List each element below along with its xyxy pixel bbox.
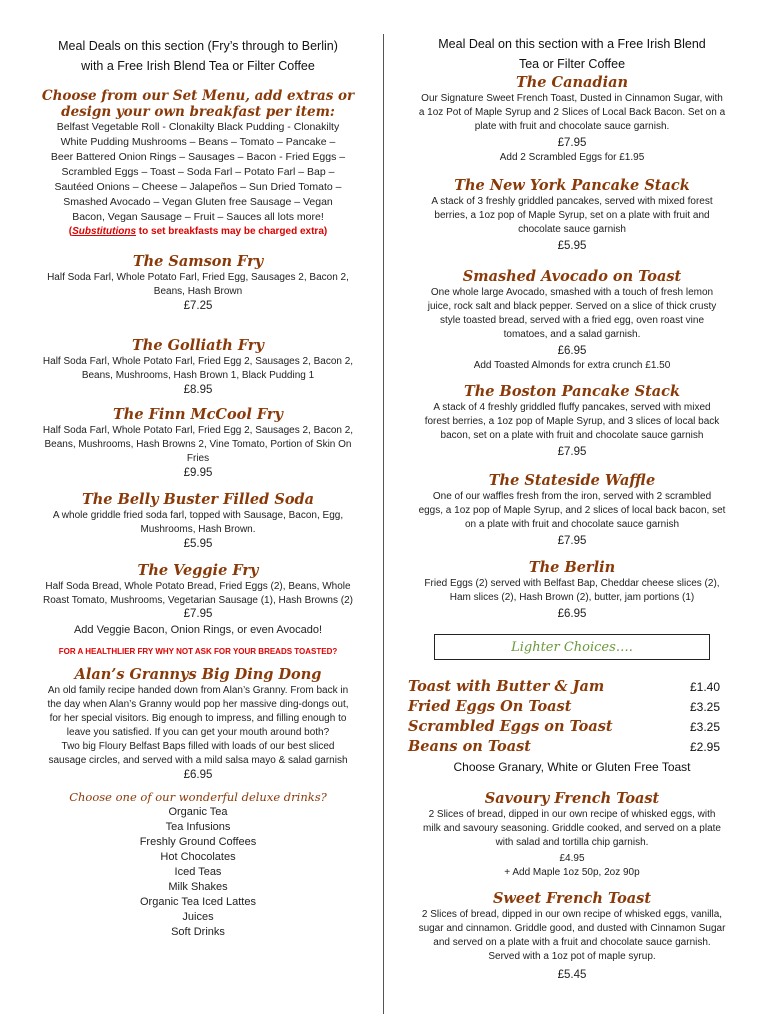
- lighter-item: [392, 738, 752, 758]
- item-desc-line: the day when Alan’s Granny would pop her massive ding-dongs out,: [47, 699, 349, 710]
- left-header-line: Meal Deals on this section (Fry’s through to Berlin): [58, 39, 338, 53]
- item-price: £5.95: [557, 240, 587, 252]
- item-note: Add 2 Scrambled Eggs for £1.95: [499, 152, 645, 163]
- lighter-item-price: £2.95: [690, 740, 721, 754]
- item-desc-line: 2 Slices of bread, dipped in our own recipe of whisked eggs, with: [428, 809, 716, 820]
- lighter-item-name: Beans on Toast: [408, 738, 531, 755]
- menu-item-canadian: [392, 74, 752, 165]
- item-desc-line: Beans, Mushrooms, Hash Browns 2, Vine Tomato, Portion of Skin On: [44, 439, 352, 450]
- item-desc-line: forest berries, a 1oz pop of Maple Syrup, and 3 slices of local back: [424, 416, 720, 427]
- item-desc-line: plate with fruit and chocolate sauce garnish.: [474, 121, 670, 132]
- set-menu-line: Sautéed Onions – Cheese – Jalapeños – Sun Dried Tomato –: [54, 181, 342, 193]
- lighter-item: [392, 698, 752, 718]
- set-menu-title-line: design your own breakfast per item:: [61, 104, 335, 120]
- drink-item: Iced Teas: [174, 866, 222, 878]
- item-desc-line: Roast Tomato, Mushrooms, Vegetarian Sausage (1), Hash Browns (2): [43, 595, 353, 606]
- item-note: Add Toasted Almonds for extra crunch £1.50: [473, 360, 671, 371]
- set-menu-line: Scrambled Eggs – Toast – Soda Farl – Potato Farl – Bap –: [61, 166, 335, 178]
- item-price: £7.25: [183, 300, 213, 312]
- right-column: [392, 0, 752, 1024]
- item-desc-line: 2 Slices of bread, dipped in our own recipe of whisked eggs, vanilla,: [421, 909, 723, 920]
- item-price: £9.95: [183, 467, 213, 479]
- menu-item-belly-buster: [20, 491, 376, 552]
- item-desc-line: with salad and tortilla chip garnish.: [495, 837, 649, 848]
- set-menu-items: [20, 120, 376, 225]
- item-title: Smashed Avocado on Toast: [462, 268, 682, 285]
- item-desc-line: Beans, Hash Brown: [153, 286, 243, 297]
- drink-item: Hot Chocolates: [160, 851, 236, 863]
- left-header: [20, 36, 376, 76]
- lighter-choices-label: Lighter Choices….: [511, 639, 633, 655]
- lighter-item-name: Fried Eggs On Toast: [408, 698, 572, 715]
- item-title: The Finn McCool Fry: [113, 406, 283, 423]
- toast-choice-note: Choose Granary, White or Gluten Free Toast: [453, 760, 691, 774]
- set-menu-line: White Pudding Mushrooms – Beans – Tomato – Pancake –: [60, 136, 336, 148]
- drink-item: Tea Infusions: [165, 821, 231, 833]
- menu-item-samson: [20, 253, 376, 314]
- subst-word: Substitutions: [72, 226, 137, 237]
- item-desc-line: Fries: [186, 453, 210, 464]
- item-note: + Add Maple 1oz 50p, 2oz 90p: [504, 867, 640, 878]
- set-menu-line: Beer Battered Onion Rings – Sausages – Bacon - Fried Eggs –: [50, 151, 346, 163]
- item-price: £7.95: [183, 608, 213, 620]
- item-desc-line: An old family recipe handed down from Alan’s Granny. From back in: [47, 685, 349, 696]
- column-divider: [383, 34, 384, 1014]
- healthy-fry-note: FOR A HEALTHLIER FRY WHY NOT ASK FOR YOUR BREADS TOASTED?: [58, 647, 338, 656]
- lighter-choices-list: [392, 678, 752, 758]
- lighter-item: [392, 678, 752, 698]
- item-desc-line: sausage circles, and served with a mild salsa mayo & salad garnish: [48, 755, 348, 766]
- menu-item-new-york: [392, 177, 752, 254]
- item-price: £6.95: [557, 345, 587, 357]
- item-price: £6.95: [557, 608, 587, 620]
- item-desc-line: a 1oz Pot of Maple Syrup and 2 Slices of Local Back Bacon. Set on a: [418, 107, 726, 118]
- item-desc-line: A stack of 4 freshly griddled fluffy pancakes, served with mixed: [433, 402, 711, 413]
- left-header-line: with a Free Irish Blend Tea or Filter Coffee: [81, 59, 315, 73]
- item-desc-line: sugar and cinnamon. Griddle good, and dusted with Cinnamon Sugar: [418, 923, 726, 934]
- item-desc-line: Fried Eggs (2) served with Belfast Bap, Cheddar cheese slices (2),: [424, 578, 720, 589]
- item-desc-line: Mushrooms, Hash Brown.: [140, 524, 256, 535]
- subst-rest: to set breakfasts may be charged extra): [136, 226, 328, 237]
- item-price: £5.95: [183, 538, 213, 550]
- item-price: £6.95: [183, 769, 213, 781]
- lighter-item-price: £1.40: [690, 680, 721, 694]
- menu-item-stateside: [392, 472, 752, 549]
- item-desc-line: and served on a plate with a fruit and chocolate sauce garnish.: [433, 937, 711, 948]
- item-desc-line: leave you satisfied. If you can get your mouth around both?: [66, 727, 330, 738]
- item-desc-line: A stack of 3 freshly griddled pancakes, served with mixed forest: [431, 196, 713, 207]
- item-price: £4.95: [559, 853, 585, 864]
- left-column: [20, 0, 376, 1024]
- lighter-item: [392, 718, 752, 738]
- item-title: Savoury French Toast: [484, 790, 660, 807]
- item-desc-line: Beans, Mushrooms, Hash Brown 1, Black Pudding 1: [81, 370, 315, 381]
- menu-item-alans-grannys: [20, 666, 376, 783]
- menu-item-berlin: [392, 559, 752, 622]
- item-title: The Canadian: [515, 74, 629, 91]
- item-desc-line: for her special visitors. Big enough to impress, and filling enough to: [49, 713, 347, 724]
- item-desc-line: One of our waffles fresh from the iron, served with 2 scrambled: [432, 491, 712, 502]
- menu-item-savoury-french-toast: [392, 790, 752, 880]
- set-menu-line: Bacon, Vegan Sausage – Fruit – Sauces all lots more!: [72, 211, 324, 223]
- item-desc-line: on a plate with fruit and chocolate sauce garnish: [464, 519, 680, 530]
- drinks-list: [20, 805, 376, 940]
- item-desc-line: chocolate sauce garnish: [518, 224, 626, 235]
- item-price: £7.95: [557, 535, 587, 547]
- item-desc-line: style toasted bread, served with a fried egg, oven roast vine: [439, 315, 705, 326]
- drinks-title: Choose one of our wonderful deluxe drinks?: [69, 790, 327, 804]
- menu-item-smashed-avocado: [392, 268, 752, 373]
- item-note: Add Veggie Bacon, Onion Rings, or even Avocado!: [73, 624, 323, 636]
- item-title: The Berlin: [528, 559, 616, 576]
- item-desc-line: milk and savoury seasoning. Griddle cooked, and served on a plate: [423, 823, 721, 834]
- item-desc-line: berries, a 1oz pop of Maple Syrup, set on a plate with fruit and: [434, 210, 710, 221]
- item-desc-line: Ham slices (2), Hash Brown (2), butter, jam portions (1): [449, 592, 695, 603]
- item-title: The Boston Pancake Stack: [463, 383, 681, 400]
- drink-item: Freshly Ground Coffees: [139, 836, 257, 848]
- drink-item: Milk Shakes: [168, 881, 228, 893]
- substitutions-note: [20, 225, 376, 239]
- item-desc-line: A whole griddle fried soda farl, topped with Sausage, Bacon, Egg,: [52, 510, 344, 521]
- menu-item-golliath: [20, 337, 376, 398]
- item-desc-line: bacon, set on a plate with fruit and chocolate sauce garnish: [440, 430, 704, 441]
- lighter-item-price: £3.25: [690, 700, 721, 714]
- menu-item-boston: [392, 383, 752, 460]
- item-price: £7.95: [557, 446, 587, 458]
- set-menu-line: Belfast Vegetable Roll - Clonakilty Black Pudding - Clonakilty: [56, 121, 340, 133]
- item-desc-line: One whole large Avocado, smashed with a touch of fresh lemon: [430, 287, 714, 298]
- item-desc-line: Our Signature Sweet French Toast, Dusted in Cinnamon Sugar, with: [421, 93, 723, 104]
- item-desc-line: Two big Floury Belfast Baps filled with loads of our best sliced: [61, 741, 335, 752]
- item-title: The New York Pancake Stack: [454, 177, 690, 194]
- item-price: £5.45: [557, 969, 587, 981]
- lighter-choices-box: [434, 634, 710, 660]
- lighter-item-name: Toast with Butter & Jam: [408, 678, 605, 695]
- lighter-item-name: Scrambled Eggs on Toast: [408, 718, 613, 735]
- item-desc-line: juice, rock salt and black pepper. Served on a slice of thick crusty: [427, 301, 717, 312]
- item-desc-line: Half Soda Farl, Whole Potato Farl, Fried Egg 2, Sausages 2, Bacon 2,: [42, 425, 354, 436]
- item-title: The Stateside Waffle: [488, 472, 656, 489]
- item-desc-line: Served with a 1oz pot of maple syrup.: [488, 951, 656, 962]
- item-title: Alan’s Grannys Big Ding Dong: [74, 666, 322, 683]
- drink-item: Organic Tea Iced Lattes: [140, 896, 256, 908]
- right-header: [392, 34, 752, 74]
- item-desc-line: tomatoes, and a salad garnish.: [503, 329, 641, 340]
- drink-item: Organic Tea: [168, 806, 228, 818]
- item-desc-line: Half Soda Bread, Whole Potato Bread, Fried Eggs (2), Beans, Whole: [45, 581, 351, 592]
- item-desc-line: Half Soda Farl, Whole Potato Farl, Fried Egg 2, Sausages 2, Bacon 2,: [42, 356, 354, 367]
- item-desc-line: Half Soda Farl, Whole Potato Farl, Fried Egg, Sausages 2, Bacon 2,: [47, 272, 349, 283]
- item-title: The Belly Buster Filled Soda: [81, 491, 315, 508]
- right-header-line: Tea or Filter Coffee: [518, 57, 626, 71]
- subst-open: (: [68, 226, 73, 237]
- item-desc-line: eggs, a 1oz pop of Maple Syrup, and 2 slices of local back bacon, set: [418, 505, 726, 516]
- drink-item: Juices: [182, 911, 214, 923]
- menu-item-veggie: [20, 562, 376, 638]
- item-title: The Samson Fry: [132, 253, 264, 270]
- item-title: The Golliath Fry: [132, 337, 264, 354]
- drink-item: Soft Drinks: [171, 926, 225, 938]
- set-menu-title: [20, 88, 376, 120]
- item-title: Sweet French Toast: [492, 890, 652, 907]
- right-header-line: Meal Deal on this section with a Free Irish Blend: [438, 37, 706, 51]
- menu-item-finn: [20, 406, 376, 481]
- set-menu-line: Smashed Avocado – Vegan Gluten free Sausage – Vegan: [63, 196, 333, 208]
- item-title: The Veggie Fry: [137, 562, 259, 579]
- item-price: £8.95: [183, 384, 213, 396]
- menu-item-sweet-french-toast: [392, 890, 752, 983]
- lighter-item-price: £3.25: [690, 720, 721, 734]
- item-price: £7.95: [557, 137, 587, 149]
- set-menu-title-line: Choose from our Set Menu, add extras or: [41, 88, 355, 104]
